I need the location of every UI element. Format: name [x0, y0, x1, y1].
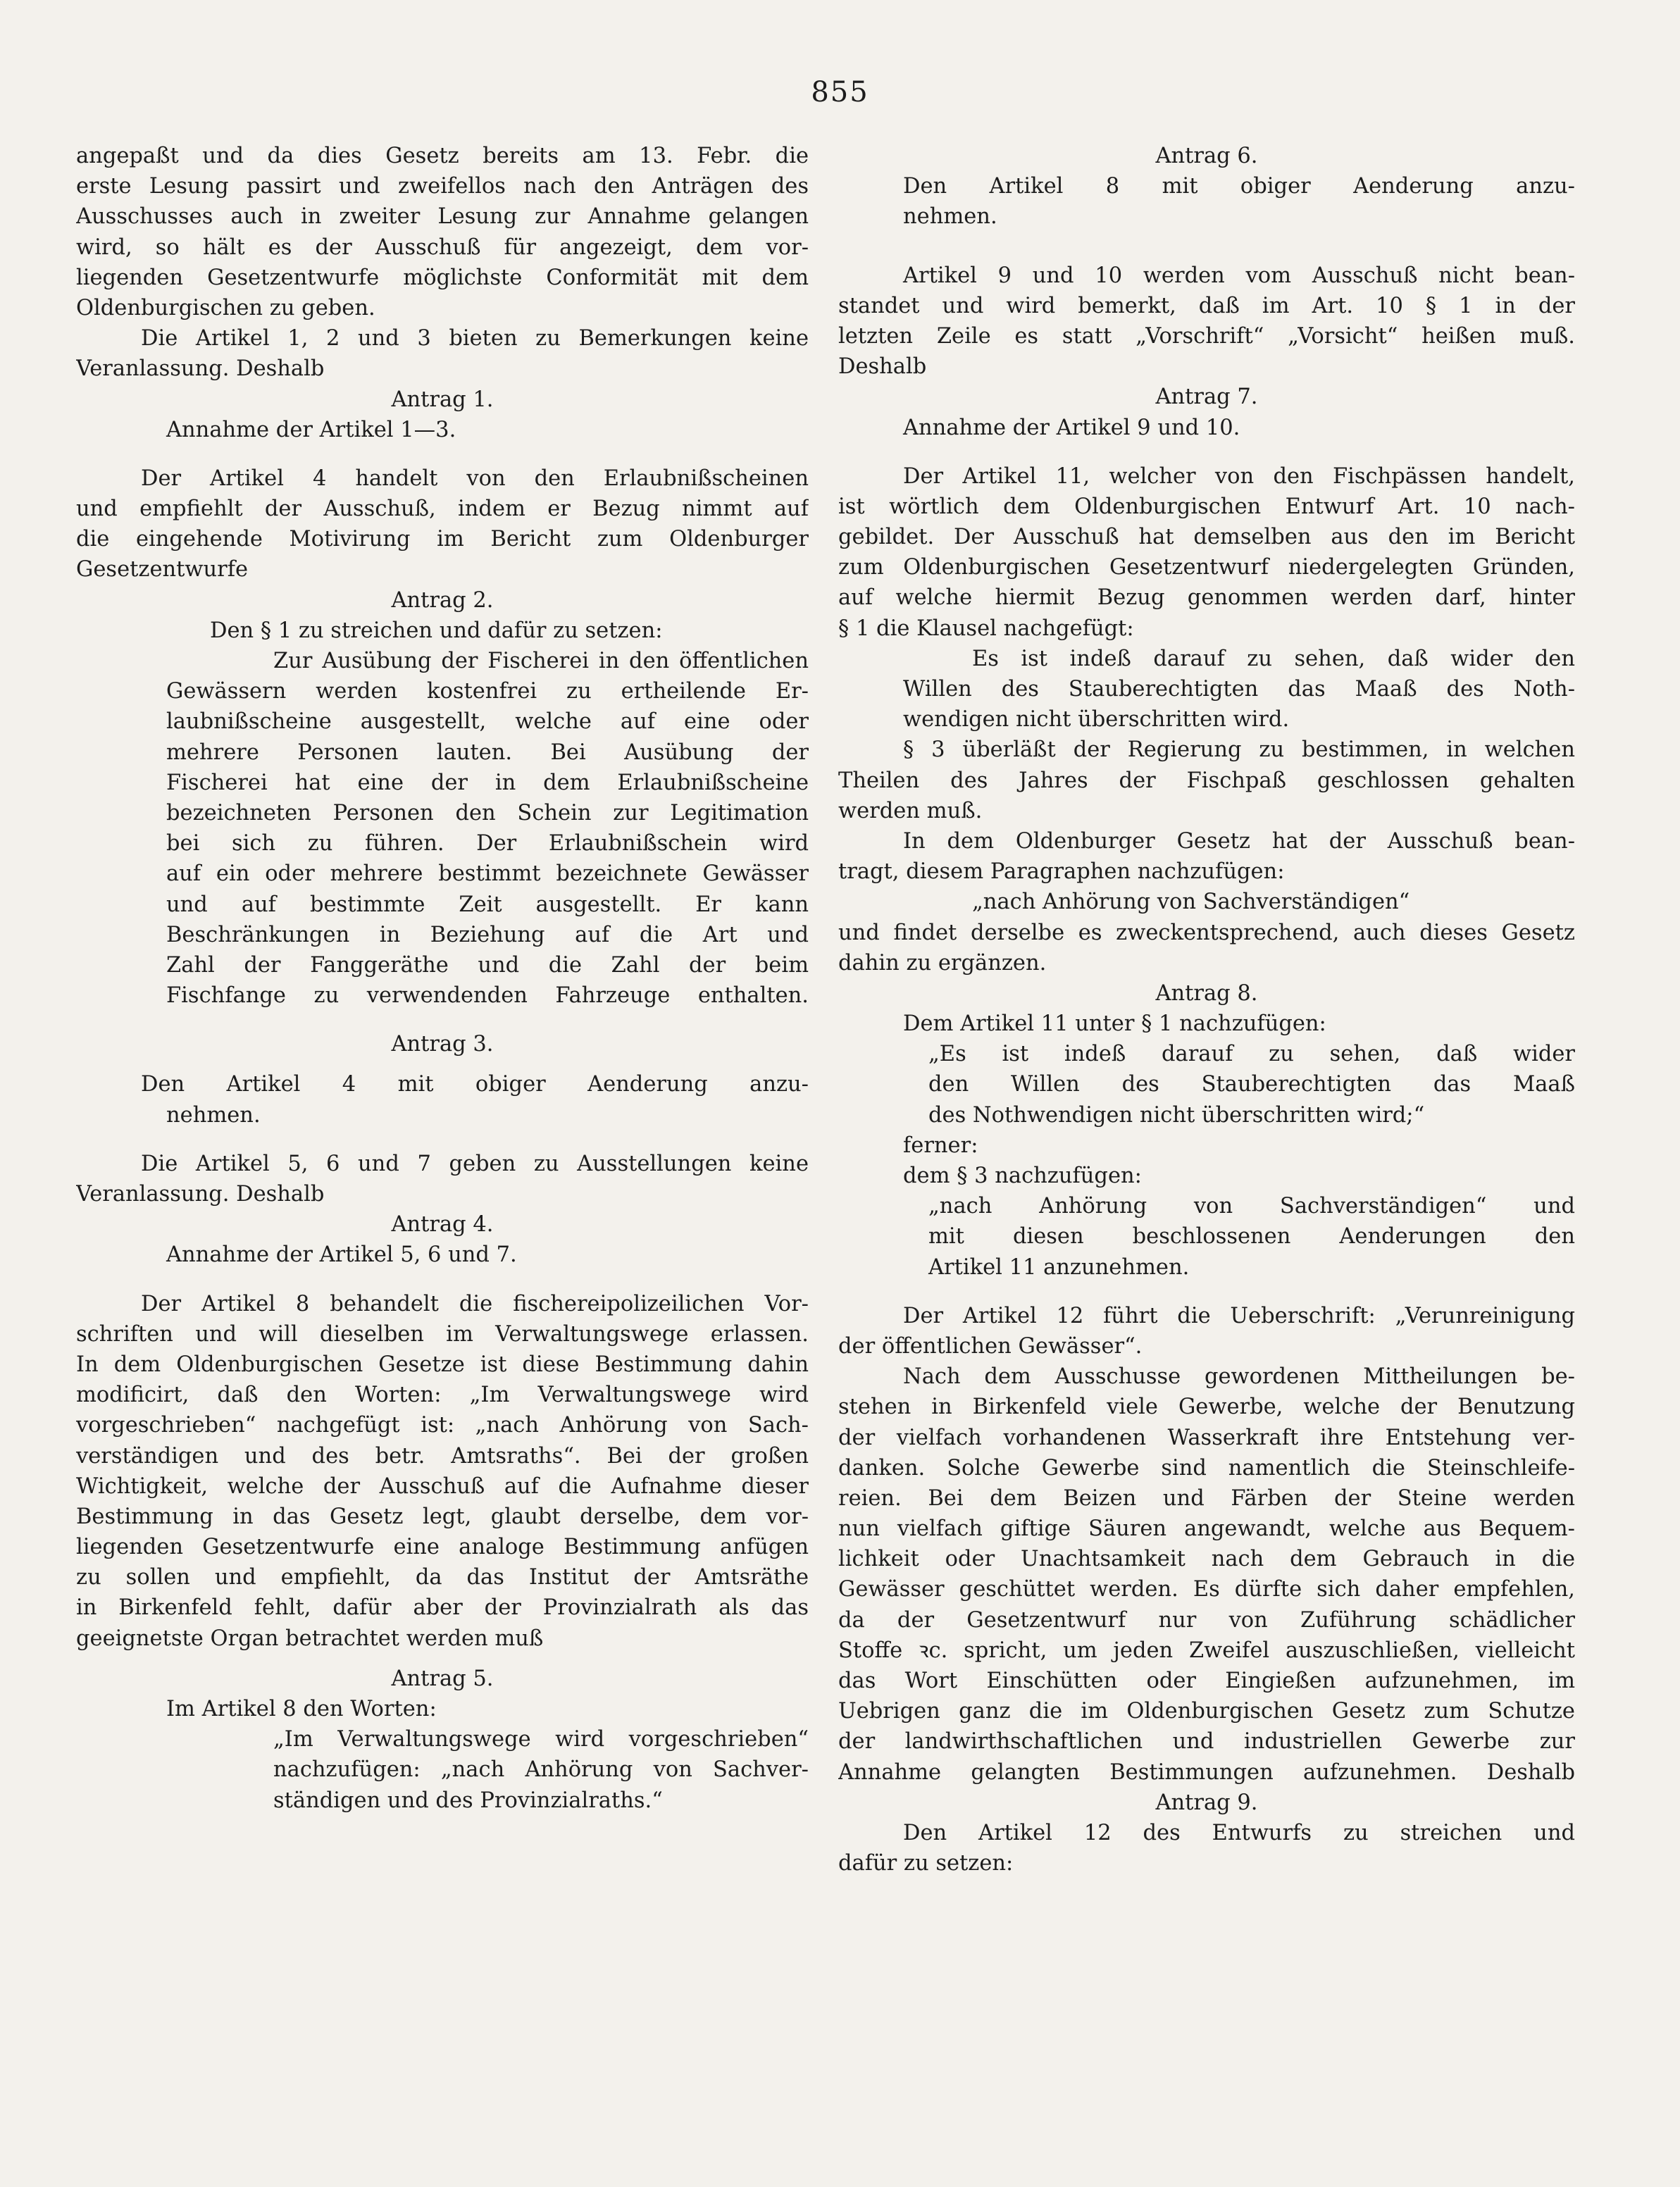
- right-column-text-line: „nach Anhörung von Sachverständigen“ und: [928, 1194, 1575, 1219]
- right-column-text-line: In dem Oldenburger Gesetz hat der Ausschuß bean-: [903, 828, 1575, 854]
- left-column-spacer: [76, 445, 809, 463]
- left-column-text-line: Antrag 3.: [391, 1032, 494, 1057]
- right-column-text-line: Antrag 8.: [1155, 980, 1258, 1006]
- right-column-text-line: zum Oldenburgischen Gesetzentwurf niedergelegten Gründen,: [838, 555, 1575, 580]
- right-column-text-line: Uebrigen ganz die im Oldenburgischen Gesetz zum Schutze: [838, 1699, 1575, 1724]
- right-column-text-line: Antrag 7.: [1155, 385, 1258, 410]
- left-column-text-line: „Im Verwaltungswege wird vorgeschrieben“: [273, 1727, 809, 1752]
- left-column-text-line: liegenden Gesetzentwurfe möglichste Conformität mit dem: [76, 265, 809, 290]
- right-column-spacer: [838, 232, 1575, 261]
- right-column-text-line: Den Artikel 12 des Entwurfs zu streichen und: [903, 1820, 1575, 1845]
- left-column-text-line: laubnißscheine ausgestellt, welche auf eine oder: [166, 709, 809, 735]
- left-column-text-line: verständigen und des betr. Amtsraths“. Bei der großen: [76, 1443, 809, 1469]
- left-column-text-line: schriften und will dieselben im Verwaltungswege erlassen.: [76, 1321, 809, 1347]
- left-column-text-line: bezeichneten Personen den Schein zur Legitimation: [166, 800, 809, 825]
- right-column-text-line: werden muß.: [838, 798, 983, 823]
- left-column-text-line: Antrag 5.: [391, 1666, 494, 1691]
- right-column-text-line: Den Artikel 8 mit obiger Aenderung anzu-: [903, 174, 1575, 199]
- right-column-text-line: Stoffe ꝛc. spricht, um jeden Zweifel auszuschließen, vielleicht: [838, 1638, 1575, 1663]
- left-column-text-line: in Birkenfeld fehlt, dafür aber der Provinzialrath als das: [76, 1595, 809, 1621]
- right-column-text-line: § 1 die Klausel nachgefügt:: [838, 616, 1134, 641]
- left-column-text-line: Den § 1 zu streichen und dafür zu setzen:: [210, 618, 663, 643]
- right-column-text-line: gebildet. Der Ausschuß hat demselben aus den im Bericht: [838, 525, 1575, 550]
- left-column-text-line: Den Artikel 4 mit obiger Aenderung anzu-: [141, 1072, 809, 1097]
- left-column-text-line: Gesetzentwurfe: [76, 557, 249, 582]
- right-column-text-line: Der Artikel 12 führt die Ueberschrift: „Verunreinigung: [903, 1303, 1575, 1328]
- right-column-text-line: Artikel 9 und 10 werden vom Ausschuß nicht bean-: [903, 263, 1575, 288]
- left-column-text-line: Fischerei hat eine der in dem Erlaubnißscheine: [166, 770, 809, 795]
- right-column-text-line: Annahme gelangten Bestimmungen aufzunehmen. Deshalb: [838, 1759, 1575, 1785]
- right-column-spacer: [838, 443, 1575, 461]
- right-column-text-line: wendigen nicht überschritten wird.: [903, 707, 1290, 733]
- left-column-text-line: Ausschusses auch in zweiter Lesung zur Annahme gelangen: [76, 204, 809, 230]
- right-column-text-line: mit diesen beschlossenen Aenderungen den: [928, 1224, 1575, 1250]
- right-column-text-line: der öffentlichen Gewässer“.: [838, 1333, 1143, 1359]
- left-column-text-line: auf ein oder mehrere bestimmt bezeichnete Gewässer: [166, 861, 809, 887]
- right-column-text-line: auf welche hiermit Bezug genommen werden darf, hinter: [838, 585, 1575, 611]
- left-column-text-line: Veranlassung. Deshalb: [76, 356, 325, 382]
- left-column-text-line: Veranlassung. Deshalb: [76, 1182, 325, 1207]
- right-column-text-line: dafür zu setzen:: [838, 1851, 1014, 1876]
- right-column-text-line: dem § 3 nachzufügen:: [903, 1164, 1142, 1188]
- right-column-text-line: Deshalb: [838, 354, 927, 380]
- right-column-text-line: Nach dem Ausschusse gewordenen Mittheilungen be-: [903, 1364, 1575, 1390]
- right-column-text-line: den Willen des Stauberechtigten das Maaß: [928, 1072, 1575, 1097]
- right-column-text-line: stehen in Birkenfeld viele Gewerbe, welche der Benutzung: [838, 1395, 1575, 1420]
- left-column-text-line: mehrere Personen lauten. Bei Ausübung der: [166, 740, 809, 765]
- left-column-text-line: Die Artikel 1, 2 und 3 bieten zu Bemerkungen keine: [141, 326, 809, 351]
- left-column-text-line: Wichtigkeit, welche der Ausschuß auf die Aufnahme dieser: [76, 1473, 809, 1499]
- right-column-text-line: danken. Solche Gewerbe sind namentlich die Steinschleife-: [838, 1455, 1575, 1481]
- left-column-text-line: und auf bestimmte Zeit ausgestellt. Er kann: [166, 892, 809, 917]
- right-column-text-line: Gewässer geschüttet werden. Es dürfte sich daher empfehlen,: [838, 1577, 1575, 1602]
- left-column-text-line: Gewässern werden kostenfrei zu ertheilende Er-: [166, 679, 809, 704]
- left-column-text-line: nachzufügen: „nach Anhörung von Sachver-: [273, 1757, 809, 1783]
- right-column-text-line: Antrag 9.: [1155, 1790, 1258, 1815]
- left-column-spacer: [76, 1011, 809, 1029]
- left-column-text-line: erste Lesung passirt und zweifellos nach den Anträgen des: [76, 174, 809, 199]
- left-column-text-line: bei sich zu führen. Der Erlaubnißschein wird: [166, 831, 809, 856]
- left-text-column: [76, 141, 809, 1816]
- left-column-text-line: Die Artikel 5, 6 und 7 geben zu Ausstellungen keine: [141, 1151, 809, 1176]
- right-column-text-line: Der Artikel 11, welcher von den Fischpässen handelt,: [903, 463, 1575, 489]
- left-column-text-line: angepaßt und da dies Gesetz bereits am 13. Febr. die: [76, 144, 809, 168]
- left-column-text-line: nehmen.: [166, 1102, 261, 1128]
- left-column-text-line: Annahme der Artikel 1—3.: [166, 417, 456, 442]
- right-column-text-line: dahin zu ergänzen.: [838, 950, 1047, 976]
- left-column-spacer: [76, 1654, 809, 1664]
- right-column-text-line: ferner:: [903, 1133, 978, 1158]
- right-column-text-line: tragt, diesem Paragraphen nachzufügen:: [838, 859, 1285, 885]
- right-column-text-line: letzten Zeile es statt „Vorschrift“ „Vorsicht“ heißen muß.: [838, 323, 1575, 349]
- left-column-spacer: [76, 1271, 809, 1289]
- right-column-text-line: Dem Artikel 11 unter § 1 nachzufügen:: [903, 1011, 1326, 1037]
- right-column-text-line: ist wörtlich dem Oldenburgischen Entwurf Art. 10 nach-: [838, 494, 1575, 519]
- left-column-text-line: geeignetste Organ betrachtet werden muß: [76, 1626, 544, 1651]
- left-column-spacer: [76, 1059, 809, 1069]
- left-column-text-line: vorgeschrieben“ nachgefügt ist: „nach Anhörung von Sach-: [76, 1413, 809, 1438]
- right-text-column: [838, 141, 1575, 1878]
- left-column-text-line: liegenden Gesetzentwurfe eine analoge Bestimmung anfügen: [76, 1535, 809, 1560]
- right-column-text-line: nehmen.: [903, 204, 997, 230]
- right-column-text-line: und findet derselbe es zweckentsprechend, auch dieses Gesetz: [838, 920, 1575, 945]
- right-column-text-line: „Es ist indeß darauf zu sehen, daß wider: [928, 1042, 1575, 1067]
- left-column-text-line: Zahl der Fanggeräthe und die Zahl der beim: [166, 952, 809, 978]
- left-column-text-line: ständigen und des Provinzialraths.“: [273, 1788, 663, 1813]
- left-column-text-line: Bestimmung in das Gesetz legt, glaubt derselbe, dem vor-: [76, 1504, 809, 1529]
- left-column-text-line: zu sollen und empfiehlt, da das Institut der Amtsräthe: [76, 1565, 809, 1590]
- right-column-spacer: [838, 1283, 1575, 1301]
- right-column-text-line: da der Gesetzentwurf nur von Zuführung schädlicher: [838, 1607, 1575, 1633]
- left-column-text-line: Zur Ausübung der Fischerei in den öffentlichen: [273, 649, 809, 673]
- right-column-text-line: das Wort Einschütten oder Eingießen aufzunehmen, im: [838, 1669, 1575, 1693]
- page-number: 855: [811, 76, 869, 108]
- left-column-text-line: Oldenburgischen zu geben.: [76, 295, 375, 320]
- right-column-text-line: nun vielfach giftige Säuren angewandt, welche aus Bequem-: [838, 1516, 1575, 1542]
- left-column-text-line: wird, so hält es der Ausschuß für angezeigt, dem vor-: [76, 235, 809, 260]
- right-column-text-line: der vielfach vorhandenen Wasserkraft ihre Entstehung ver-: [838, 1425, 1575, 1450]
- right-column-text-line: Annahme der Artikel 9 und 10.: [903, 415, 1240, 440]
- right-column-text-line: standet und wird bemerkt, daß im Art. 10 § 1 in der: [838, 293, 1575, 318]
- left-column-text-line: modificirt, daß den Worten: „Im Verwaltungswege wird: [76, 1383, 809, 1408]
- right-column-text-line: Theilen des Jahres der Fischpaß geschlossen gehalten: [838, 768, 1575, 793]
- left-column-text-line: Im Artikel 8 den Worten:: [166, 1697, 437, 1721]
- left-column-text-line: Beschränkungen in Beziehung auf die Art und: [166, 922, 809, 947]
- right-column-text-line: Es ist indeß darauf zu sehen, daß wider den: [972, 646, 1575, 671]
- right-column-text-line: Willen des Stauberechtigten das Maaß des Noth-: [903, 677, 1575, 702]
- right-column-text-line: Artikel 11 anzunehmen.: [928, 1254, 1190, 1280]
- left-column-text-line: Antrag 2.: [391, 587, 494, 613]
- left-column-text-line: In dem Oldenburgischen Gesetze ist diese Bestimmung dahin: [76, 1352, 809, 1377]
- right-column-text-line: „nach Anhörung von Sachverständigen“: [972, 890, 1410, 915]
- left-column-text-line: Antrag 4.: [391, 1212, 494, 1238]
- left-column-text-line: und empfiehlt der Ausschuß, indem er Bezug nimmt auf: [76, 497, 809, 522]
- right-column-text-line: Antrag 6.: [1155, 144, 1258, 168]
- left-column-text-line: Der Artikel 4 handelt von den Erlaubnißscheinen: [141, 466, 809, 491]
- left-column-text-line: Der Artikel 8 behandelt die fischereipolizeilichen Vor-: [141, 1291, 809, 1316]
- left-column-text-line: Annahme der Artikel 5, 6 und 7.: [166, 1242, 517, 1268]
- right-column-text-line: der landwirthschaftlichen und industriellen Gewerbe zur: [838, 1729, 1575, 1755]
- right-column-text-line: § 3 überläßt der Regierung zu bestimmen, in welchen: [903, 737, 1575, 763]
- left-column-text-line: die eingehende Motivirung im Bericht zum Oldenburger: [76, 527, 809, 552]
- right-column-text-line: lichkeit oder Unachtsamkeit nach dem Gebrauch in die: [838, 1547, 1575, 1572]
- left-column-text-line: Antrag 1.: [391, 387, 494, 412]
- left-column-spacer: [76, 1130, 809, 1149]
- left-column-text-line: Fischfange zu verwendenden Fahrzeuge enthalten.: [166, 983, 809, 1009]
- right-column-text-line: reien. Bei dem Beizen und Färben der Steine werden: [838, 1485, 1575, 1511]
- right-column-text-line: des Nothwendigen nicht überschritten wird;“: [928, 1102, 1425, 1128]
